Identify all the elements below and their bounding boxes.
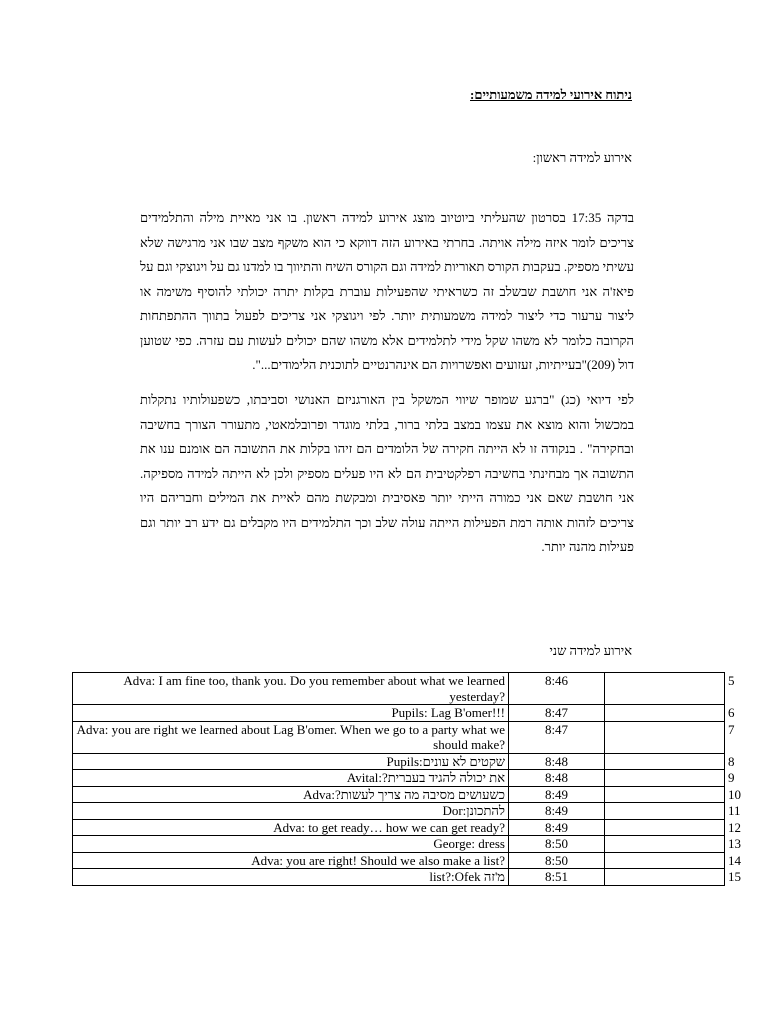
event1-paragraph-1: בדקה 17:35 בסרטון שהעליתי ביוטיוב מוצג אירוע למידה ראשון. בו אני מאיית מילה והתלמידים צריכים לומר איזה מילה אויתה. בחרתי באירוע הזה דווקא כי הוא משקף מצב שבו אני מרגישה שלא עשיתי מספיק. בעקבות הקורס תאוריות למידה וגם הקורס השיח והתיווך בו למדנו גם על ויגוצקי וגם על פיאז'ה אני חושבת שבשלב זה כשראיתי שהפעילות עוברת בקלות יתרה יכולתי להוסיף משימה או ליצור ערעור כדי ליצור למידה משמעותית יותר. לפי ויגוצקי אני צריכים לפעול בתווך ההתפתחות הקרובה כלומר לא משהו שקל מידי לתלמידים אלא משהו שהם יכולים לעשות עם עזרה. כפי שטוען דול (209)"בעייתיות, זעזועים ואפשרויות הם אינהרנטיים לתוכנית הלימודים...". [140,210,635,372]
table-row: מ'זה list?:Ofek 8:51 15 [73,869,725,886]
table-row: את יכולה להגיד בעברית?:Avital 8:48 9 [73,770,725,787]
time-cell: 8:49 [509,803,605,820]
table-row: Adva: you are right! Should we also make a list? 8:50 14 [73,852,725,869]
table-row: שקטים לא עונים:Pupils 8:48 8 [73,753,725,770]
utterance-text: Adva: you are right! Should we also make a list? [251,852,505,868]
blank-cell [605,673,725,705]
blank-cell [605,753,725,770]
event1-paragraph-2: לפי דיואי (כג) "ברגע שמופר שיווי המשקל בין האורגניזם האנושי וסביבתו, כשפעולותיו נתקלות במכשול והוא מוצא את עצמו במצב בלתי ברור, בלתי מוגדר ופרובלמאטי, מתעורר הצורך בחשיבה ובחקירה" . בנקודה זו לא הייתה חקירה של הלומדים הם זיהו בקלות את התשובה הם אומנם ענו את התשובה אך מבחינתי בחשיבה רפלקטיבית הם לא היו פעלים מספיק ולכן לא הייתה למידה מספיקה. אני חושבת שאם אני כמורה הייתי יותר פאסיבית ומבקשת מהם לאיית את המילים וחבריהם היו צריכים לזהות אותה רמת הפעילות הייתה עולה שלב וכך התלמידים היו מקבלים גם ידע רב יותר וגם פעילות מהנה יותר. [140,392,634,554]
blank-cell [605,852,725,869]
blank-cell [605,786,725,803]
table-row: להתכונן:Dor 8:49 11 [73,803,725,820]
utterance-cell [73,721,509,753]
utterance-cell [73,753,509,770]
utterance-cell [73,852,509,869]
time-cell: 8:48 [509,753,605,770]
utterance-cell [73,869,509,886]
time-cell: 8:46 [509,673,605,705]
utterance-text: Adva: I am fine too, thank you. Do you remember about what we learned yesterday? [123,673,505,704]
blank-cell [605,819,725,836]
transcript-body [73,673,741,886]
utterance-text: Adva: you are right we learned about Lag B'omer. When we go to a party what we should make? [76,721,505,752]
utterance-cell [73,803,509,820]
table-row: Adva: you are right we learned about Lag B'omer. When we go to a party what we should make? 8:47 7 [73,721,725,753]
blank-cell [605,869,725,886]
time-cell: 8:48 [509,770,605,787]
utterance-cell [73,770,509,787]
event2-title: אירוע למידה שני [549,643,632,658]
event1-title: אירוע למידה ראשון: [532,150,632,165]
utterance-text: מ'זה list?:Ofek [429,869,505,884]
blank-cell [605,705,725,722]
time-cell: 8:50 [509,852,605,869]
utterance-cell [73,819,509,836]
table-row: Adva: I am fine too, thank you. Do you remember about what we learned yesterday? 8:46 5 [73,673,725,705]
time-cell: 8:51 [509,869,605,886]
table-row: Adva: to get ready… how we can get ready? 8:49 12 [73,819,725,836]
table-row: Pupils: Lag B'omer!!! 8:47 6 [73,705,725,722]
utterance-cell [73,786,509,803]
utterance-text: George: dress [433,836,505,851]
utterance-cell [73,673,509,705]
time-cell: 8:49 [509,786,605,803]
utterance-text: להתכונן:Dor [442,803,505,818]
time-cell: 8:49 [509,819,605,836]
utterance-text: את יכולה להגיד בעברית?:Avital [346,770,505,785]
utterance-text: שקטים לא עונים:Pupils [386,753,505,769]
utterance-text: כשעושים מסיבה מה צריך לעשות?:Adva [303,786,505,802]
blank-cell [605,836,725,853]
time-cell: 8:47 [509,721,605,753]
utterance-cell [73,705,509,722]
blank-cell [605,770,725,787]
table-row: George: dress 8:50 13 [73,836,725,853]
blank-cell [605,803,725,820]
transcript-table [72,672,741,886]
utterance-text: Pupils: Lag B'omer!!! [391,705,505,720]
time-cell: 8:50 [509,836,605,853]
utterance-cell [73,836,509,853]
page-heading: ניתוח אירועי למידה משמעותיים: [470,87,632,102]
utterance-text: Adva: to get ready… how we can get ready? [273,819,505,835]
time-cell: 8:47 [509,705,605,722]
table-row: כשעושים מסיבה מה צריך לעשות?:Adva 8:49 10 [73,786,725,803]
blank-cell [605,721,725,753]
